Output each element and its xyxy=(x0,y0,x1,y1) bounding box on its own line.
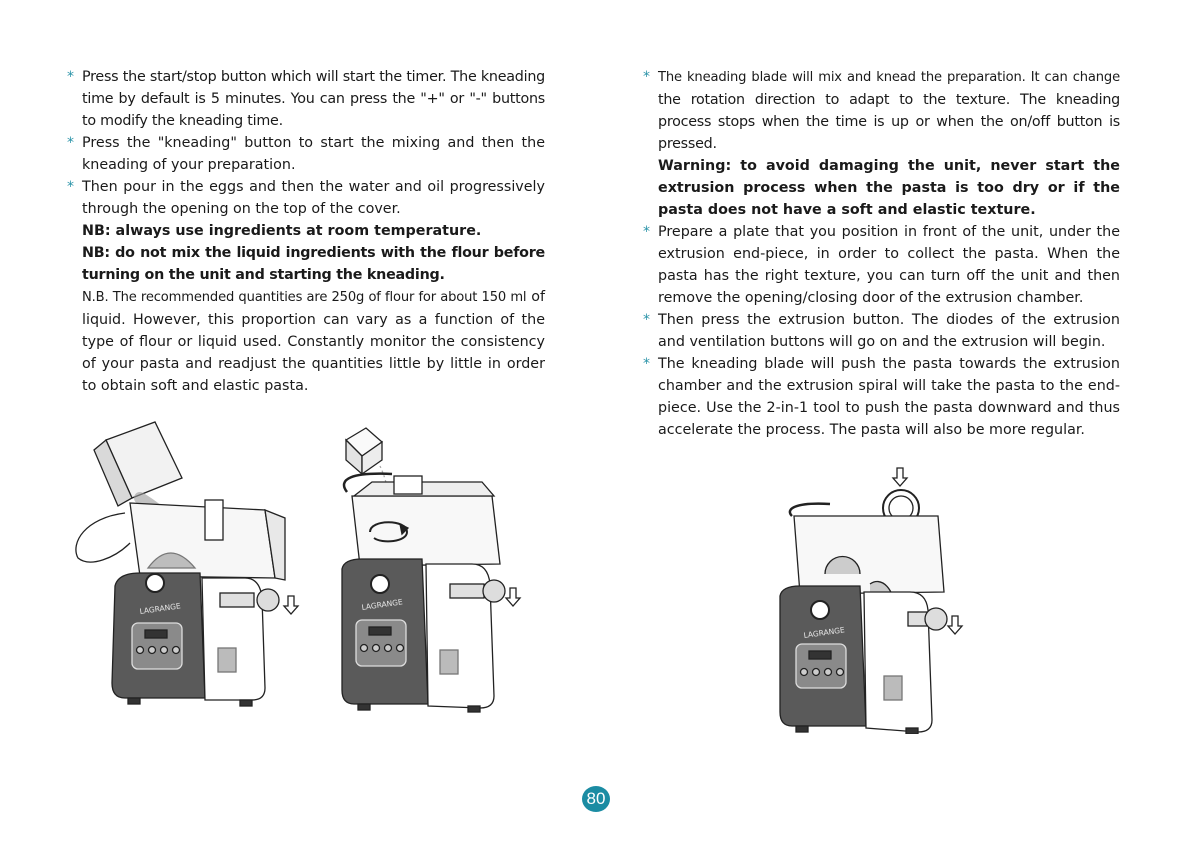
extrusion-dial xyxy=(925,608,947,630)
knob xyxy=(371,575,389,593)
brand-logo: LAGRANGE xyxy=(139,601,182,616)
instruction-item xyxy=(642,309,1120,353)
knob xyxy=(146,574,164,592)
instruction-text: Prepare a plate that you position in front of the unit, under the extrusion end-piece, in order to collect the pasta. When the pasta has the right texture, you can turn off the unit and then remove the opening/closing door of the extrusion chamber. xyxy=(658,224,1120,306)
illustration-extrusion xyxy=(770,464,978,734)
instruction-text-lead: The kneading blade will mix and knead the preparation. It can change xyxy=(658,70,1120,85)
extrusion-dial xyxy=(257,589,279,611)
instruction-item xyxy=(642,353,1120,441)
note-quantities-lead: N.B. The recommended quantities are 250g of flour for about 150 ml xyxy=(82,290,527,305)
instruction-text: Press the start/stop button which will start the timer. The kneading time by default is 5 minutes. You can press the "+" or "-" buttons to modify the kneading time. xyxy=(82,69,545,129)
arrow-down-icon xyxy=(948,616,962,634)
instruction-item xyxy=(66,66,545,132)
arrow-down-icon xyxy=(893,468,907,486)
illustration-kneading xyxy=(322,424,534,714)
knob xyxy=(811,601,829,619)
left-column xyxy=(66,66,545,397)
instruction-item xyxy=(642,66,1120,155)
right-column xyxy=(642,66,1120,441)
illustration-pouring-flour xyxy=(70,418,310,708)
instruction-item xyxy=(642,221,1120,309)
bullet-asterisk-icon: * xyxy=(643,356,650,372)
note-room-temperature: NB: always use ingredients at room temperature. xyxy=(82,223,482,239)
bullet-asterisk-icon: * xyxy=(643,224,650,240)
page-number: 80 xyxy=(582,786,610,812)
mixing-bowl xyxy=(794,516,944,594)
bullet-asterisk-icon: * xyxy=(67,135,74,151)
note-quantities-rest: of liquid. However, this proportion can vary as a function of the type of flour or liquid used. Constantly monitor the consistency of your pasta and readjust the quantities little by little in order to obtain soft and elastic pasta. xyxy=(82,289,546,394)
brand-logo: LAGRANGE xyxy=(361,597,404,612)
note-quantities xyxy=(66,286,545,397)
bullet-asterisk-icon: * xyxy=(643,69,650,85)
warning-text: Warning: to avoid damaging the unit, never start the extrusion process when the pasta is too dry or if the pasta does not have a soft and elastic texture. xyxy=(658,158,1120,218)
mixing-bowl xyxy=(352,496,500,566)
instruction-text: Press the "kneading" button to start the mixing and then the kneading of your preparation. xyxy=(82,135,545,173)
arrow-down-icon xyxy=(284,596,298,614)
instruction-text: Then press the extrusion button. The diodes of the extrusion and ventilation buttons will go on and the extrusion will begin. xyxy=(658,312,1120,350)
extrusion-dial xyxy=(483,580,505,602)
instruction-text: Then pour in the eggs and then the water and oil progressively through the opening on the top of the cover. xyxy=(82,179,545,217)
lid-handle xyxy=(76,513,130,562)
bullet-asterisk-icon: * xyxy=(67,69,74,85)
bullet-asterisk-icon: * xyxy=(643,312,650,328)
instruction-item xyxy=(66,132,545,176)
bullet-asterisk-icon: * xyxy=(67,179,74,195)
instruction-item xyxy=(66,176,545,220)
note-liquid-ingredients: NB: do not mix the liquid ingredients with the flour before turning on the unit and starting the kneading. xyxy=(82,245,545,283)
arrow-down-icon xyxy=(506,588,520,606)
instruction-text-rest: the rotation direction to adapt to the texture. The kneading process stops when the time is up or when the on/off button is pressed. xyxy=(658,92,1120,152)
instruction-text: The kneading blade will push the pasta towards the extrusion chamber and the extrusion spiral will take the pasta to the end-piece. Use the 2-in-1 tool to push the pasta downward and thus accelerate the process. The pasta will also be more regular. xyxy=(658,356,1120,438)
brand-logo: LAGRANGE xyxy=(803,625,846,640)
